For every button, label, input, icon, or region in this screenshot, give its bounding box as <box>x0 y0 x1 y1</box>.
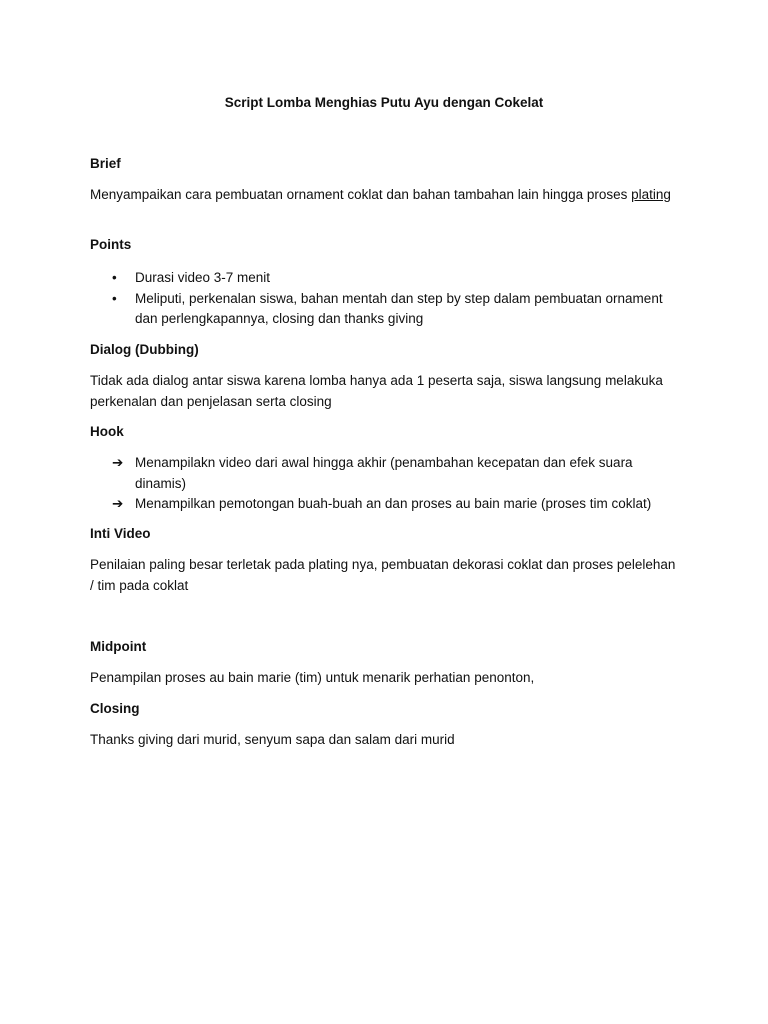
brief-text-underlined: plating <box>631 187 671 202</box>
list-item <box>90 494 680 515</box>
heading-dialog: Dialog (Dubbing) <box>90 342 199 357</box>
heading-points: Points <box>90 237 132 252</box>
heading-midpoint: Midpoint <box>90 639 147 654</box>
inti-text-content: Penilaian paling besar terletak pada plating nya, pembuatan dekorasi coklat dan proses pelelehan / tim pada coklat <box>90 557 676 593</box>
midpoint-text <box>90 668 680 689</box>
arrow-right-icon: ➔ <box>112 455 124 470</box>
list-item-text: Durasi video 3-7 menit <box>135 270 271 285</box>
list-item <box>90 268 680 289</box>
list-item <box>90 289 680 330</box>
heading-brief: Brief <box>90 156 121 171</box>
list-item-text: Meliputi, perkenalan siswa, bahan mentah dan step by step dalam pembuatan ornament dan perlengkapannya, closing dan thanks giving <box>135 290 663 326</box>
heading-inti-video: Inti Video <box>90 526 151 541</box>
heading-hook: Hook <box>90 424 124 439</box>
heading-closing: Closing <box>90 701 140 716</box>
brief-text <box>90 185 680 206</box>
bullet-icon: • <box>112 270 117 285</box>
arrow-right-icon: ➔ <box>112 496 124 511</box>
inti-text <box>90 555 680 596</box>
dialog-text <box>90 371 680 412</box>
document-title: Script Lomba Menghias Putu Ayu dengan Cokelat <box>224 95 544 110</box>
list-item-text: Menampilakn video dari awal hingga akhir (penambahan kecepatan dan efek suara dinamis) <box>135 455 633 491</box>
dialog-text-content: Tidak ada dialog antar siswa karena lomba hanya ada 1 peserta saja, siswa langsung melakuka perkenalan dan penjelasan serta closing <box>90 373 663 409</box>
hook-list <box>90 453 680 515</box>
closing-text-content: Thanks giving dari murid, senyum sapa dan salam dari murid <box>90 732 455 747</box>
list-item <box>90 453 680 494</box>
list-item-text: Menampilkan pemotongan buah-buah an dan proses au bain marie (proses tim coklat) <box>135 496 652 511</box>
midpoint-text-content: Penampilan proses au bain marie (tim) untuk menarik perhatian penonton, <box>90 670 535 685</box>
closing-text <box>90 730 680 751</box>
bullet-icon: • <box>112 290 117 306</box>
brief-text-main: Menyampaikan cara pembuatan ornament coklat dan bahan tambahan lain hingga proses <box>90 187 632 202</box>
points-list <box>90 268 680 330</box>
